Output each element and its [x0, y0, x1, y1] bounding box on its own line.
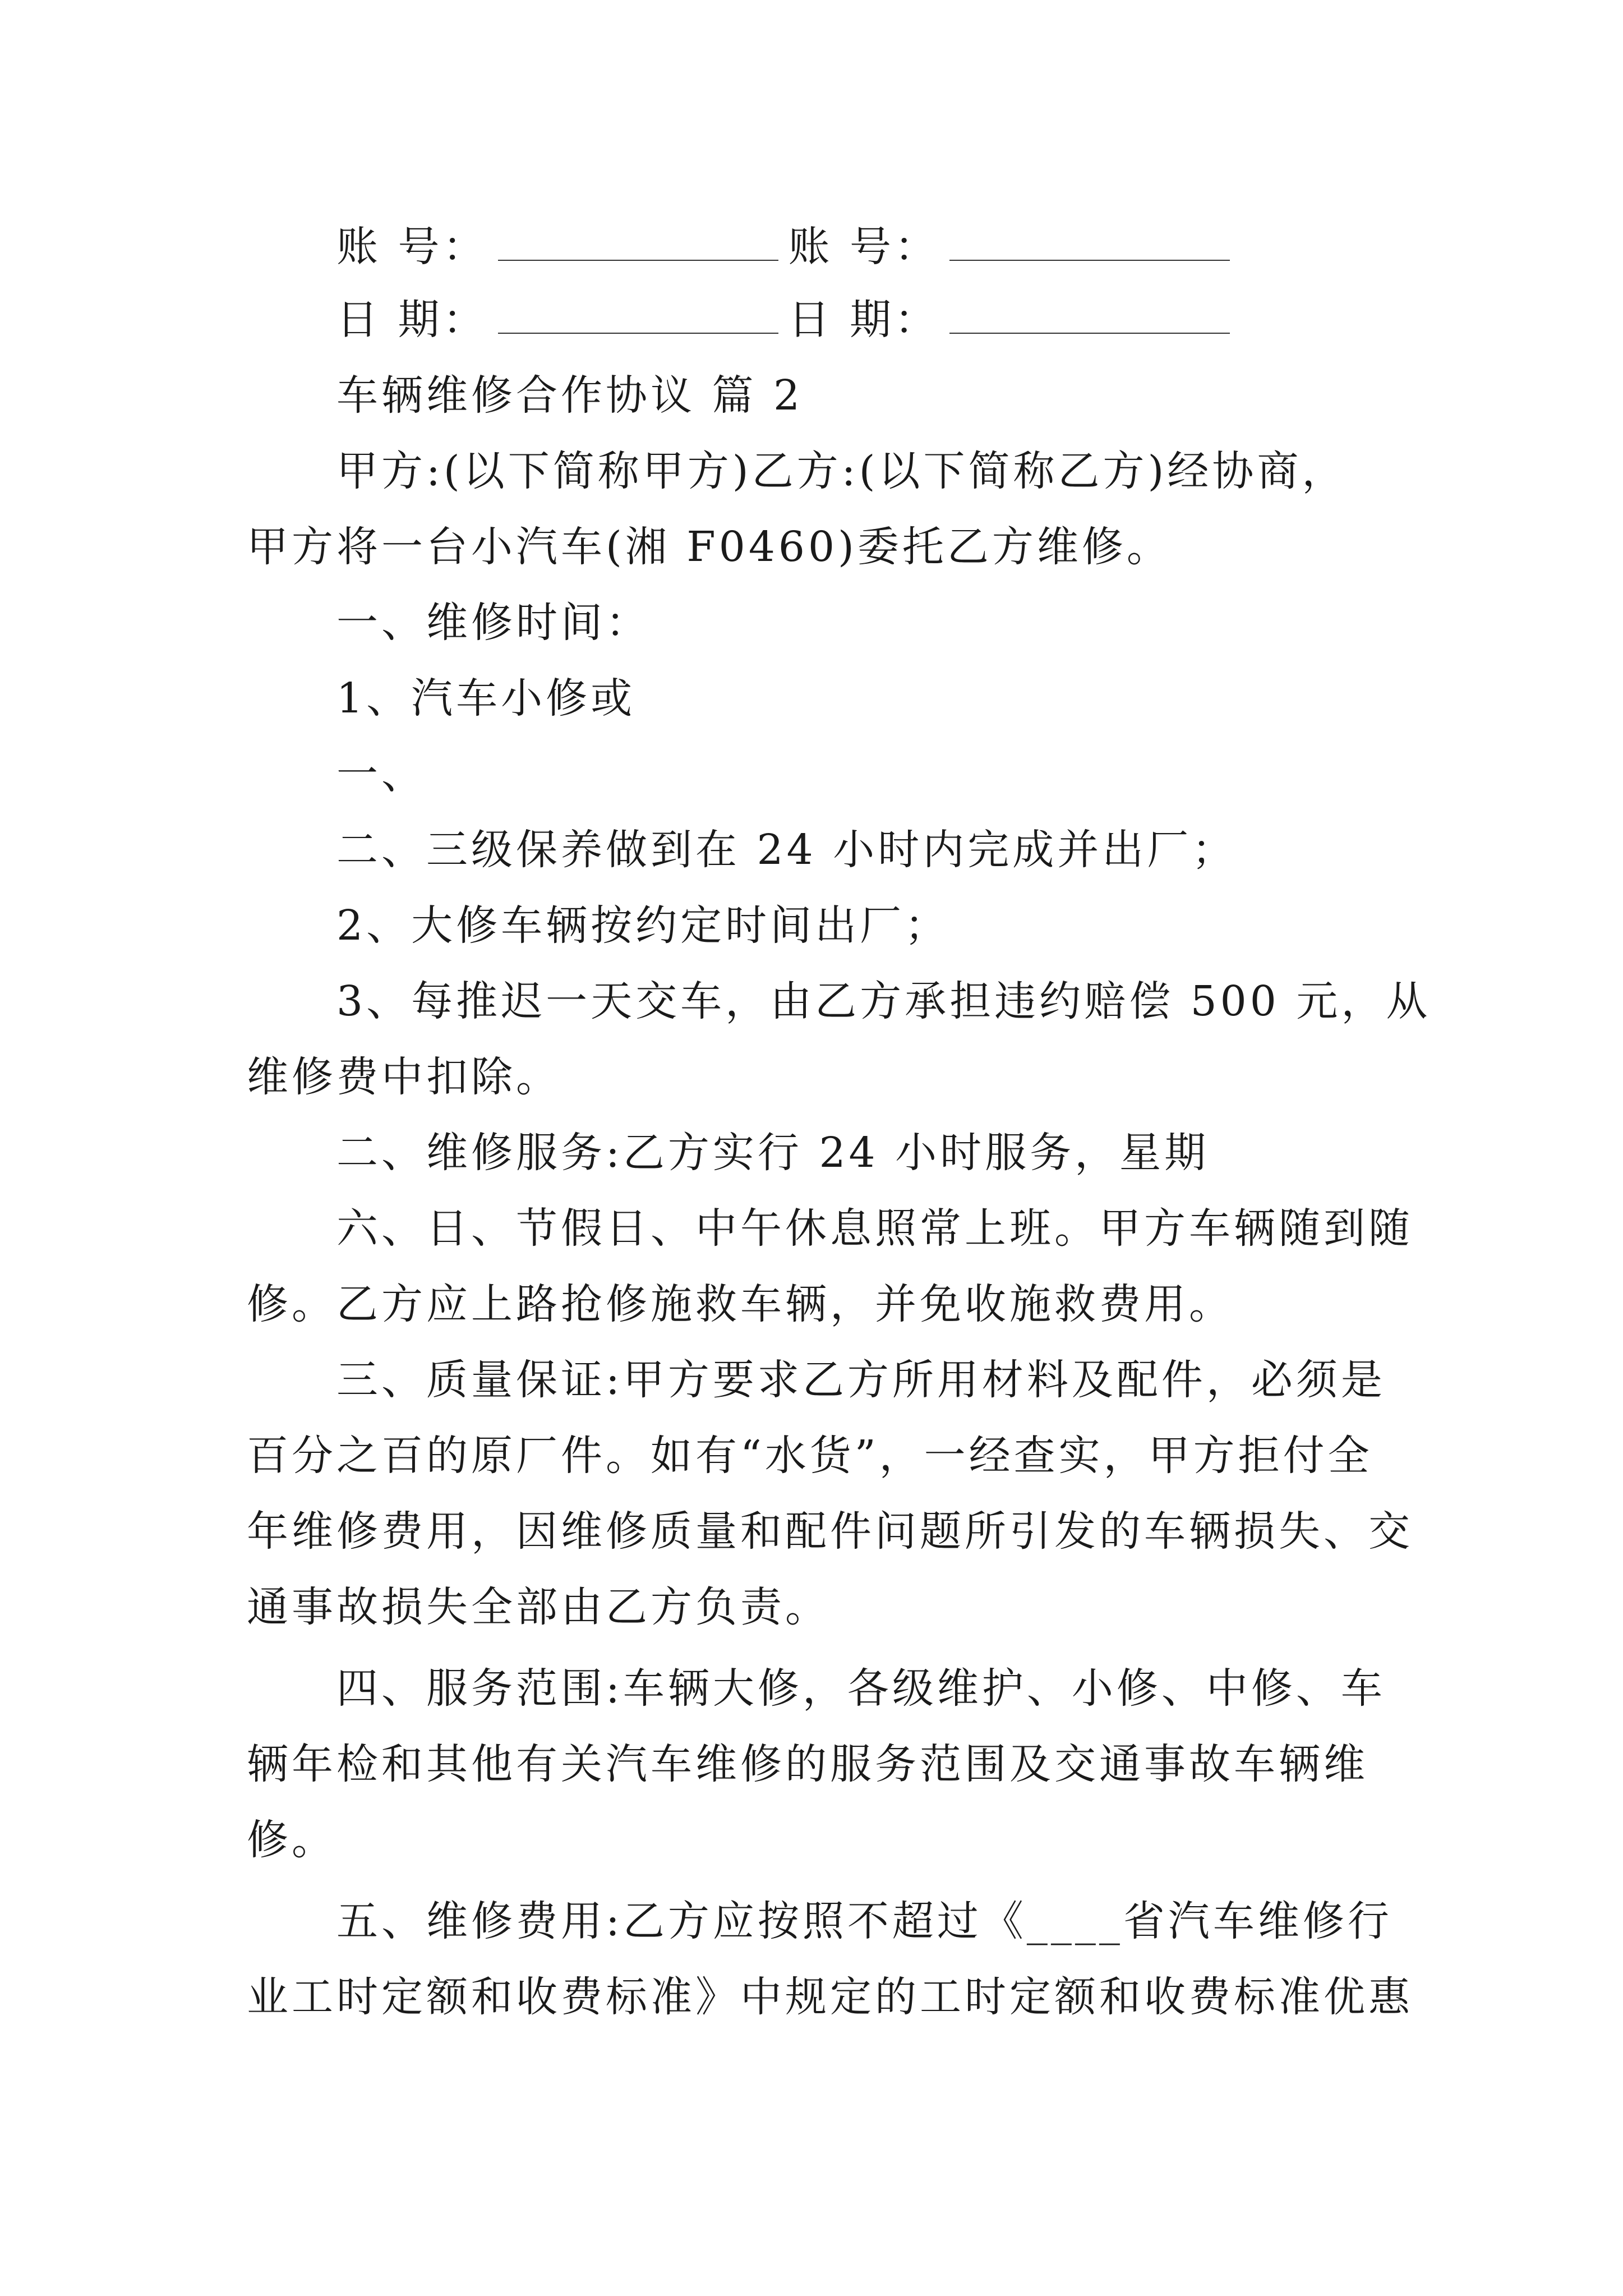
section-4-line-1: 四、服务范围:车辆大修，各级维护、小修、中修、车 [336, 1664, 1386, 1713]
section-4-line-3: 修。 [247, 1816, 336, 1864]
section-5-line-2: 业工时定额和收费标准》中规定的工时定额和收费标准优惠 [247, 1973, 1413, 2021]
intro-line-1: 甲方:(以下简称甲方)乙方:(以下简称乙方)经协商， [336, 447, 1347, 495]
section-1-title: 一、维修时间： [336, 599, 651, 647]
section-1-item-1b: 一、 [336, 750, 426, 798]
date-label-left: 日 期： [336, 296, 488, 344]
date-label-right: 日 期： [788, 296, 940, 344]
section-3-line-3: 年维修费用，因维修质量和配件问题所引发的车辆损失、交 [247, 1507, 1413, 1556]
account-blank-right [949, 226, 1230, 261]
account-row [336, 219, 1240, 275]
section-3-line-2: 百分之百的原厂件。如有“水货”，一经查实，甲方拒付全 [247, 1432, 1373, 1480]
section-3-line-1: 三、质量保证:甲方要求乙方所用材料及配件，必须是 [336, 1356, 1386, 1404]
date-blank-left [498, 299, 778, 334]
account-blank-left [498, 226, 778, 261]
account-label-left: 账 号： [336, 223, 488, 271]
section-5-line-1: 五、维修费用:乙方应按照不超过《____省汽车维修行 [336, 1897, 1393, 1945]
section-1-item-1: 1、汽车小修或 [336, 674, 636, 723]
intro-line-2: 甲方将一台小汽车(湘 F0460)委托乙方维修。 [247, 523, 1172, 571]
section-2-line-2: 修。乙方应上路抢修施救车辆，并免收施救费用。 [247, 1280, 1234, 1328]
section-heading: 车辆维修合作协议 篇 2 [336, 371, 804, 420]
section-1-item-1c: 二、三级保养做到在 24 小时内完成并出厂； [336, 826, 1237, 874]
section-1-item-3-line-2: 维修费中扣除。 [247, 1053, 561, 1101]
section-1-item-2: 2、大修车辆按约定时间出厂； [336, 901, 950, 950]
section-2-title: 二、维修服务:乙方实行 24 小时服务，星期 [336, 1129, 1210, 1177]
section-1-item-3-line-1: 3、每推迟一天交车，由乙方承担违约赔偿 500 元，从 [336, 977, 1431, 1025]
section-4-line-2: 辆年检和其他有关汽车维修的服务范围及交通事故车辆维 [247, 1740, 1368, 1788]
section-2-line-1: 六、日、节假日、中午休息照常上班。甲方车辆随到随 [336, 1204, 1413, 1253]
date-blank-right [949, 299, 1230, 334]
account-label-right: 账 号： [788, 223, 940, 271]
date-row [336, 292, 1240, 348]
section-3-line-4: 通事故损失全部由乙方负责。 [247, 1583, 830, 1631]
